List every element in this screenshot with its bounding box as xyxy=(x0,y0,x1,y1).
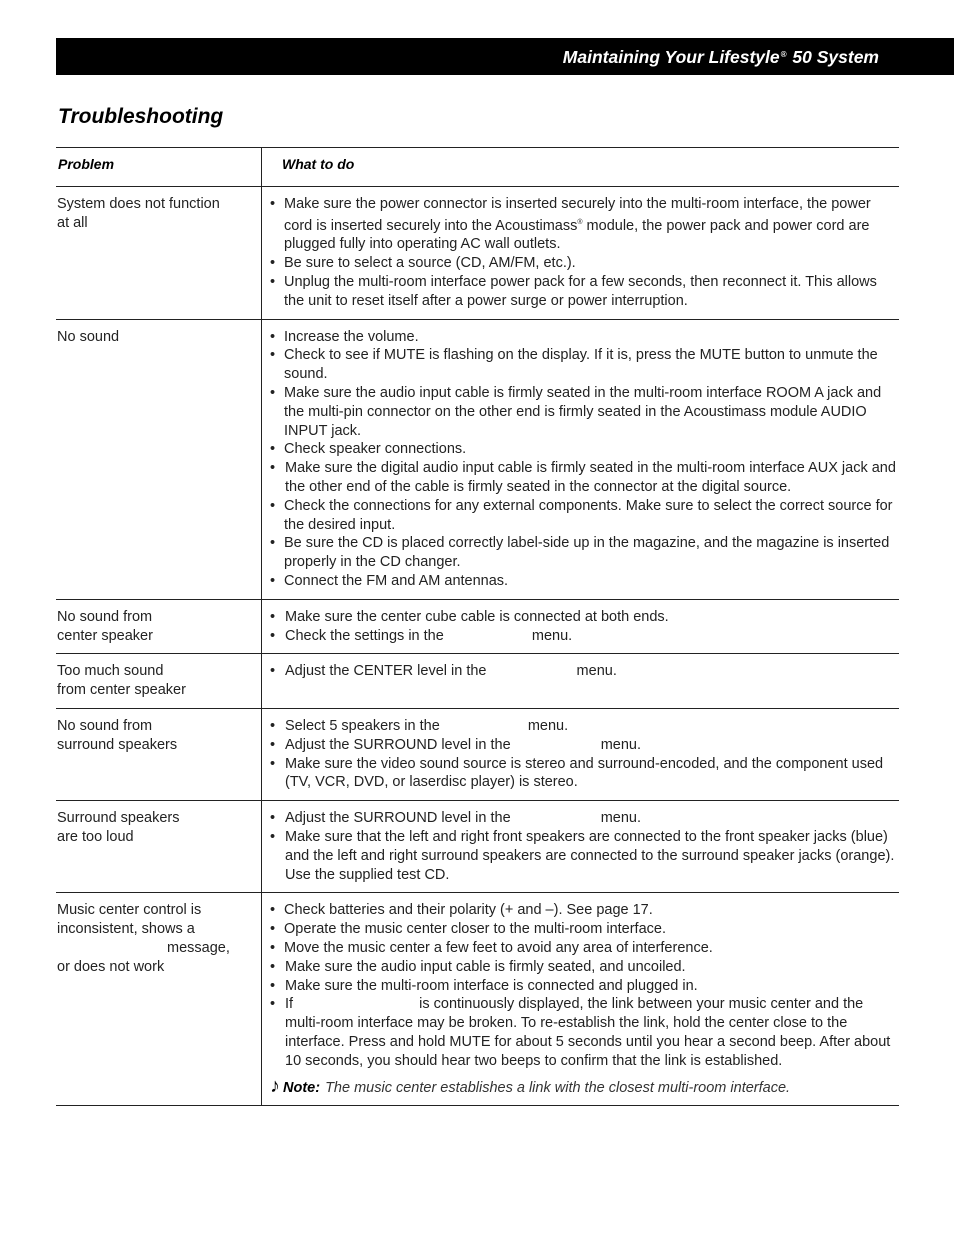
problem-cell xyxy=(57,901,242,976)
header-title-text: Maintaining Your Lifestyle xyxy=(562,47,780,67)
list-item: • Make sure the audio input cable is firmly seated in the multi-room interface ROOM A jack and the multi-pin connector on the other end is firmly seated in the Acoustimass module AUDIO INPUT jack. xyxy=(270,384,899,440)
problem-line: Music center control is xyxy=(57,902,202,919)
list-item-text: menu. xyxy=(527,717,569,734)
page-title: Troubleshooting xyxy=(58,105,224,128)
list-item: • Check to see if MUTE is flashing on the display. If it is, press the MUTE button to unmute the sound. xyxy=(270,346,899,384)
list-item: • Check speaker connections. xyxy=(270,440,899,459)
solution-cell xyxy=(56,320,899,599)
registered-mark: ® xyxy=(577,218,583,226)
problem-line: System does not function xyxy=(57,196,220,212)
list-item-text: Adjust the CENTER level in the xyxy=(285,663,487,680)
problem-line: Surround speakers xyxy=(57,810,180,827)
list-item: • Make sure the video sound source is stereo and surround-encoded, and the component used (TV, VCR, DVD, or laserdisc player) is stereo. xyxy=(270,755,899,793)
problem-line: No sound from xyxy=(57,717,153,734)
list-item xyxy=(270,995,899,1070)
list-item-text: menu. xyxy=(531,627,573,644)
column-divider xyxy=(261,709,262,800)
problem-cell xyxy=(57,195,242,233)
problem-cell xyxy=(57,717,242,755)
problem-cell xyxy=(57,328,242,347)
list-item xyxy=(270,627,899,646)
list-item: • Be sure the CD is placed correctly label-side up in the magazine, and the magazine is inserted properly in the CD changer. xyxy=(270,534,899,572)
header-title xyxy=(563,47,879,68)
problem-line: or does not work xyxy=(57,958,165,975)
list-item: • Make sure the audio input cable is firmly seated, and uncoiled. xyxy=(270,958,899,977)
problem-line: from center speaker xyxy=(57,682,186,699)
troubleshooting-table xyxy=(56,147,899,1106)
problem-line: center speaker xyxy=(57,627,153,644)
problem-line: inconsistent, shows a xyxy=(57,921,195,938)
table-row xyxy=(56,893,899,1106)
table-row xyxy=(56,801,899,893)
table-row xyxy=(56,654,899,709)
list-item-text: Adjust the SURROUND level in the xyxy=(285,810,511,827)
list-item: • Make sure the multi-room interface is connected and plugged in. xyxy=(270,977,899,996)
note-label: Note: xyxy=(283,1079,321,1096)
table-row xyxy=(56,187,899,320)
list-item-text: menu. xyxy=(576,663,617,680)
list-item: • Check the connections for any external components. Make sure to select the correct source for the desired input. xyxy=(270,497,899,535)
list-item-text: Make sure the power connector is inserted securely into the multi-room interface, the power cord is inserted securely into the Acoustimass xyxy=(284,196,871,234)
problem-line: at all xyxy=(57,214,88,231)
problem-line: Too much sound xyxy=(57,663,164,680)
list-item-text: menu. xyxy=(600,736,642,753)
problem-cell xyxy=(57,809,242,847)
table-header xyxy=(56,147,899,187)
column-divider xyxy=(261,187,262,319)
problem-line: surround speakers xyxy=(57,736,178,753)
column-divider xyxy=(261,600,262,654)
list-item xyxy=(270,736,899,755)
header-bar xyxy=(56,38,954,75)
table-row xyxy=(56,600,899,655)
list-item-text: module, the power pack and power cord are plugged fully into operating AC wall outlets. xyxy=(284,217,870,253)
problem-line: No sound xyxy=(57,328,120,345)
table-row xyxy=(56,320,899,600)
list-item: • Be sure to select a source (CD, AM/FM, etc.). xyxy=(270,254,899,273)
column-divider xyxy=(261,148,262,186)
column-header-problem: Problem xyxy=(58,156,115,172)
note xyxy=(270,1074,899,1098)
problem-line xyxy=(57,939,242,958)
problem-line: are too loud xyxy=(57,828,134,845)
list-item-text: menu. xyxy=(600,810,642,827)
list-item: • Operate the music center closer to the multi-room interface. xyxy=(270,920,899,939)
list-item: • Make sure that the left and right front speakers are connected to the front speaker jacks (blue) and the left and right surround speakers are connected to the surround speaker jacks (orange). Use the supplied test CD. xyxy=(270,828,899,884)
registered-mark: ® xyxy=(780,50,787,59)
list-item-text: Check the settings in the xyxy=(285,627,444,644)
list-item-text: Select 5 speakers in the xyxy=(285,717,440,734)
column-divider xyxy=(261,654,262,708)
list-item xyxy=(270,717,899,736)
table-row xyxy=(56,709,899,801)
list-item xyxy=(270,809,899,828)
problem-line-text: message, xyxy=(167,939,230,956)
column-header-what-to-do: What to do xyxy=(282,156,355,172)
list-item: • Increase the volume. xyxy=(270,328,899,347)
list-item-text: If xyxy=(285,996,294,1013)
problem-line: No sound from xyxy=(57,608,153,625)
list-item: • Make sure the digital audio input cable is firmly seated in the multi-room interface AUX jack and the other end of the cable is firmly seated in the connector at the digital source. xyxy=(270,459,899,497)
music-note-icon: ♪ xyxy=(270,1074,280,1097)
column-divider xyxy=(261,320,262,599)
list-item-text: is continuously displayed, the link between your music center and the multi-room interface may be broken. To re-establish the link, hold the center close to the interface. Press and hold MUTE for about 5 seconds until you hear a second beep. After about 10 seconds, you should hear two beeps to confirm that the link is established. xyxy=(285,996,891,1069)
column-divider xyxy=(261,893,262,1105)
list-item: • Unplug the multi-room interface power pack for a few seconds, then reconnect it. This allows the unit to reset itself after a power surge or power interruption. xyxy=(270,273,899,311)
problem-cell xyxy=(57,608,242,646)
note-text: The music center establishes a link with the closest multi-room interface. xyxy=(325,1079,791,1096)
column-divider xyxy=(261,801,262,892)
list-item xyxy=(270,662,899,681)
list-item: • Move the music center a few feet to avoid any area of interference. xyxy=(270,939,899,958)
list-item: • Connect the FM and AM antennas. xyxy=(270,572,899,591)
list-item-text: Adjust the SURROUND level in the xyxy=(285,736,511,753)
header-title-suffix: 50 System xyxy=(787,47,879,67)
list-item: • Check batteries and their polarity (+ and –). See page 17. xyxy=(270,901,899,920)
list-item: • Make sure the center cube cable is connected at both ends. xyxy=(270,608,899,627)
list-item xyxy=(270,195,899,254)
problem-cell xyxy=(57,662,242,700)
